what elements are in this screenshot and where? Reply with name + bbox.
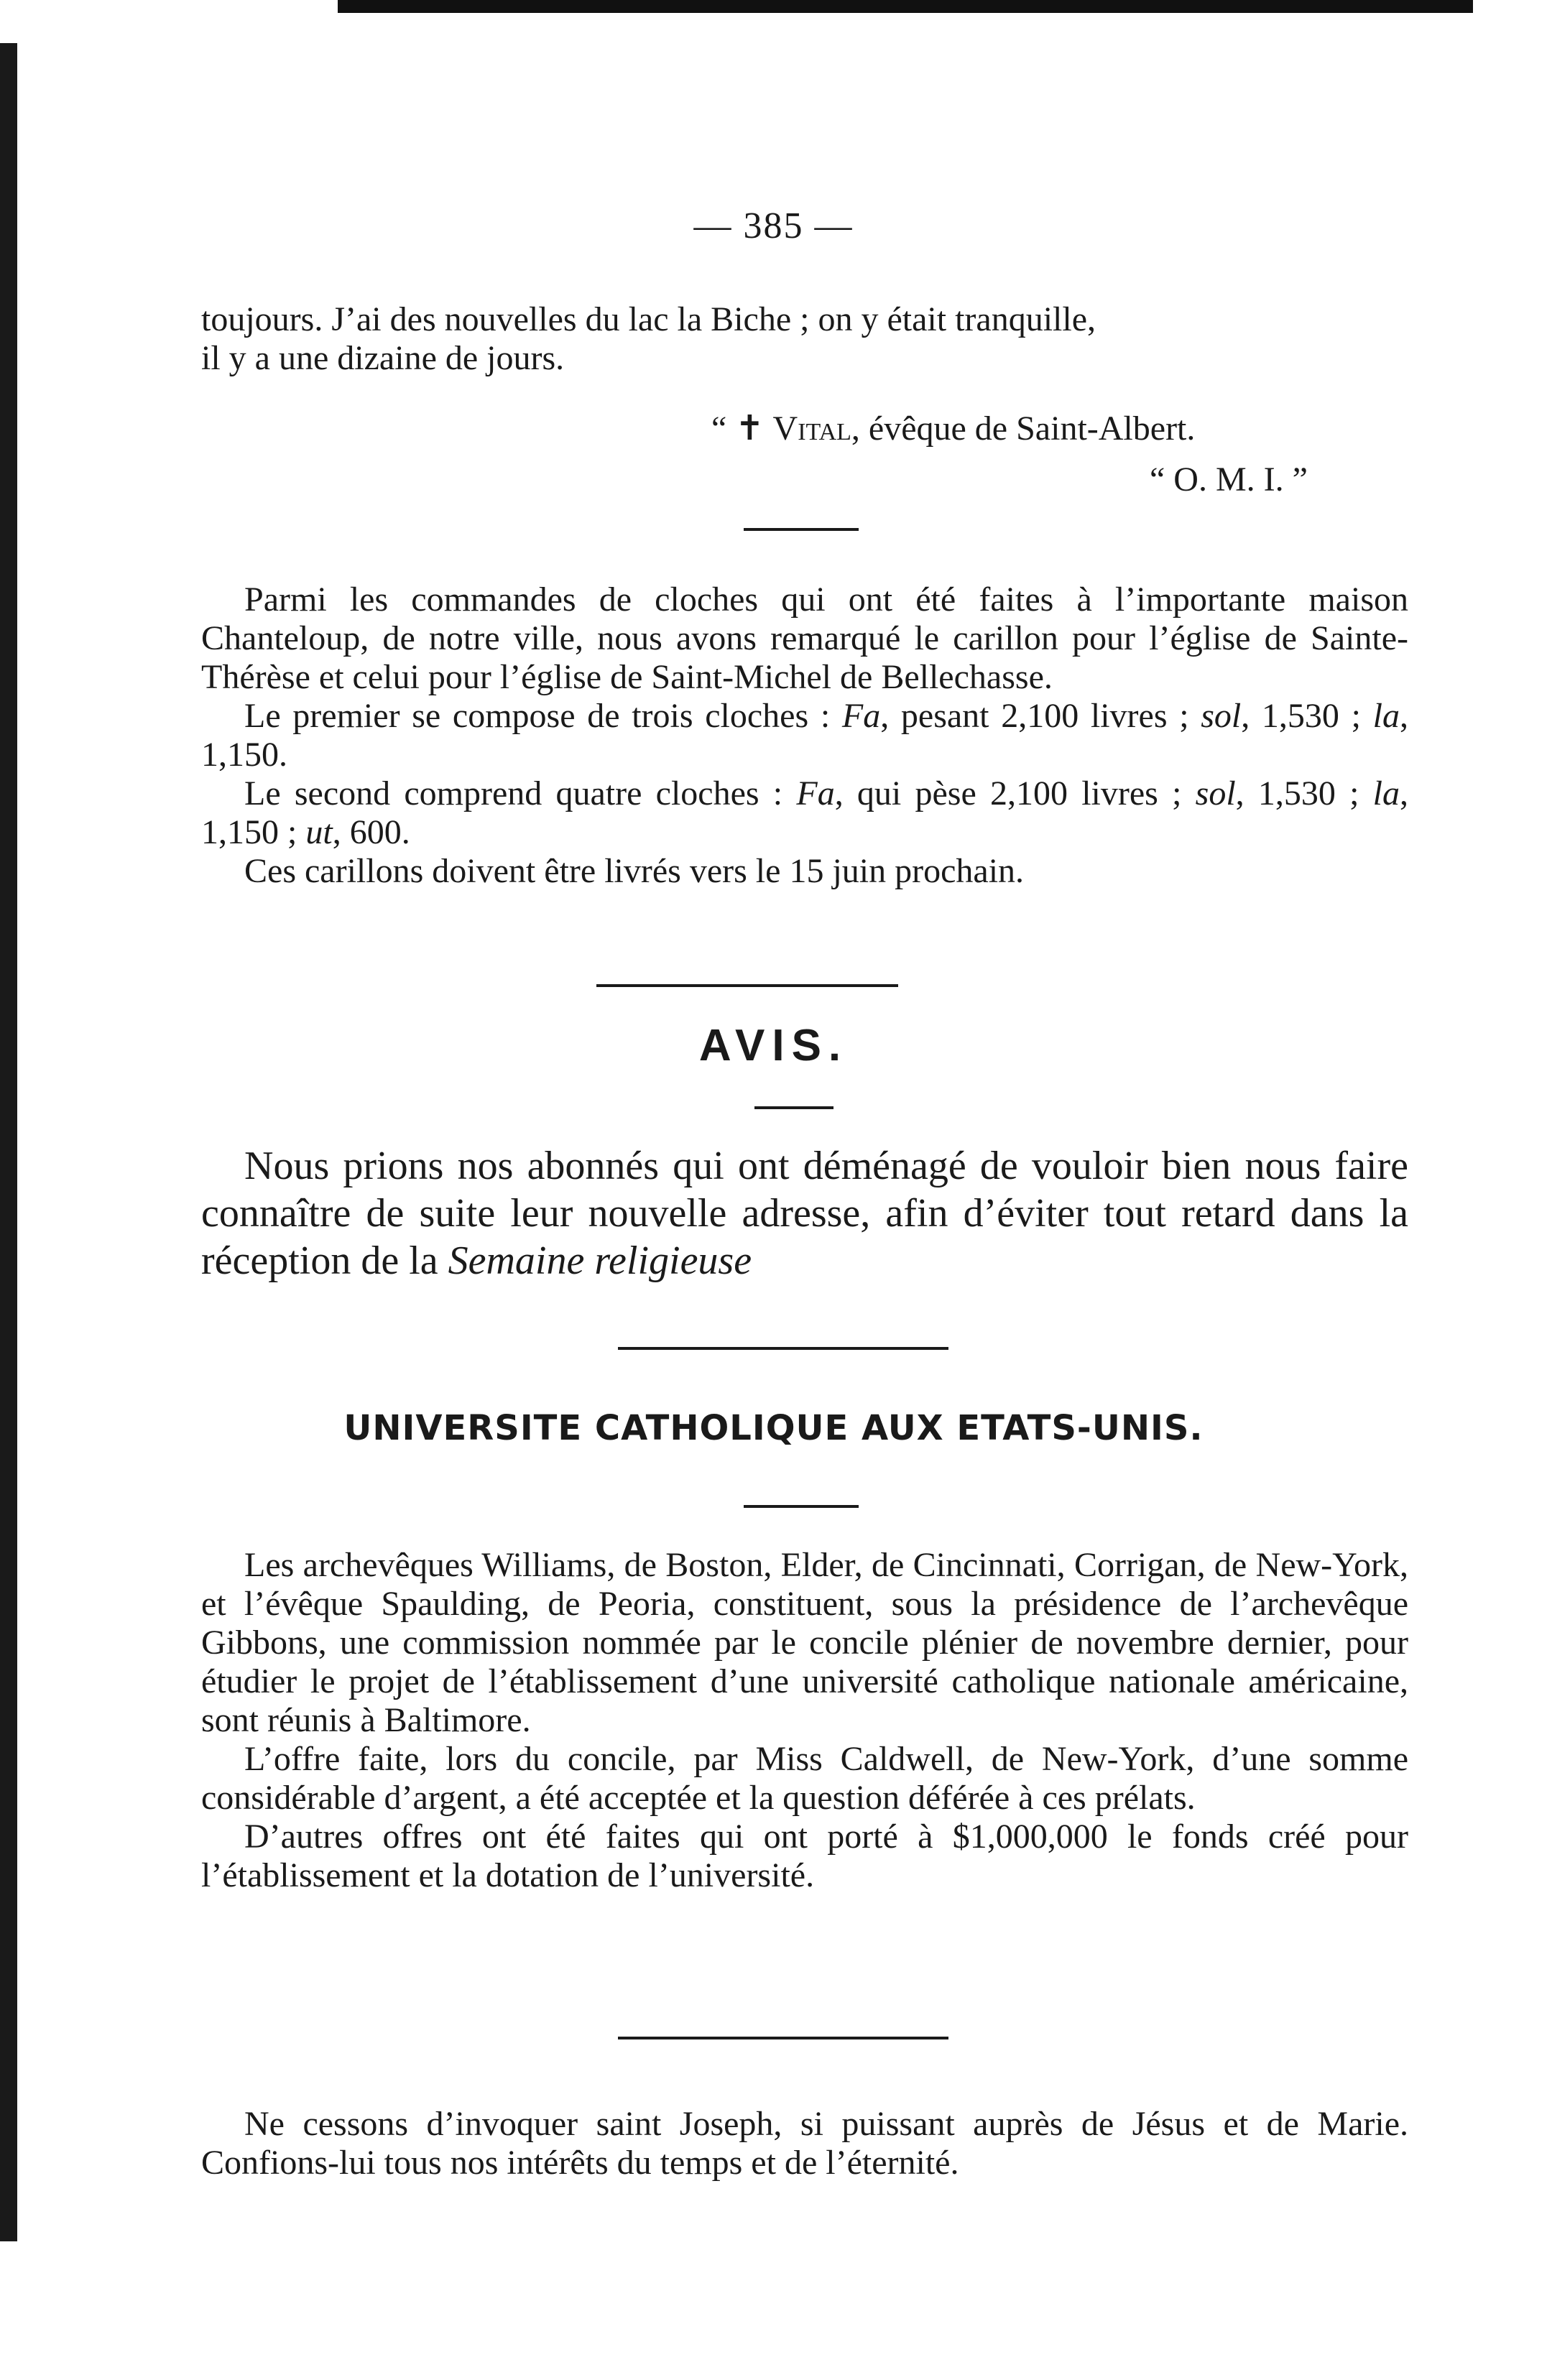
divider: [744, 1505, 859, 1508]
divider: [618, 1347, 948, 1350]
university-paragraph-2: L’offre faite, lors du concile, par Miss Caldwell, de New-York, d’une somme considérable d’argent, a été acceptée et la question déférée à ces prélats.: [201, 1740, 1408, 1817]
avis-title: AVIS.: [698, 1021, 849, 1070]
bells-paragraph-2: Le premier se compose de trois cloches : Fa, pesant 2,100 livres ; sol, 1,530 ; la, 1,150.: [201, 697, 1408, 774]
university-heading: UNIVERSITE CATHOLIQUE AUX ETATS-UNIS.: [343, 1408, 1204, 1448]
letter-signature: [711, 408, 1195, 448]
divider: [618, 2037, 948, 2039]
cross-icon: “ ✝: [711, 409, 773, 448]
signature-title: , évêque de Saint-Albert.: [851, 409, 1196, 448]
letter-closing: [201, 300, 1408, 378]
letter-line-1: toujours. J’ai des nouvelles du lac la Biche ; on y était tranquille,: [201, 300, 1096, 338]
signature-order: “ O. M. I. ”: [1150, 460, 1308, 499]
page-left-binding-edge: [0, 43, 17, 2241]
closing-paragraph: Ne cessons d’invoquer saint Joseph, si puissant auprès de Jésus et de Marie. Confions-lui tous nos intérêts du temps et de l’éternité.: [201, 2105, 1408, 2182]
divider: [596, 984, 898, 987]
bells-paragraph-1: Parmi les commandes de cloches qui ont été faites à l’importante maison Chanteloup, de notre ville, nous avons remarqué le carillon pour l’église de Sainte-Thérèse et celui pour l’église de Saint-Michel de Bellechasse.: [201, 580, 1408, 696]
university-paragraph-3: D’autres offres ont été faites qui ont porté à $1,000,000 le fonds créé pour l’établissement et la dotation de l’université.: [201, 1818, 1408, 1894]
divider: [744, 528, 859, 531]
closing-section: [201, 2105, 1408, 2182]
signature-name: Vital: [772, 409, 851, 448]
divider: [754, 1106, 833, 1109]
university-paragraph-1: Les archevêques Williams, de Boston, Elder, de Cincinnati, Corrigan, de New-York, et l’évêque Spaulding, de Peoria, constituent, sous la présidence de l’archevêque Gibbons, une commission nommée par le concile plénier de novembre dernier, pour étudier le projet de l’établissement d’une université catholique nationale américaine, sont réunis à Baltimore.: [201, 1546, 1408, 1739]
bells-paragraph-3: Le second comprend quatre cloches : Fa, qui pèse 2,100 livres ; sol, 1,530 ; la, 1,150 ; ut, 600.: [201, 774, 1408, 851]
bells-section: [201, 580, 1408, 891]
page-top-border: [338, 0, 1473, 13]
page-number: — 385 —: [693, 205, 854, 246]
letter-line-2: il y a une dizaine de jours.: [201, 339, 565, 377]
university-section: [201, 1546, 1408, 1895]
avis-section: [201, 1142, 1408, 1284]
avis-paragraph: Nous prions nos abonnés qui ont déménagé de vouloir bien nous faire connaître de suite leur nouvelle adresse, afin d’éviter tout retard dans la réception de la Semaine religieuse: [201, 1144, 1408, 1283]
bells-paragraph-4: Ces carillons doivent être livrés vers le 15 juin prochain.: [244, 852, 1025, 890]
